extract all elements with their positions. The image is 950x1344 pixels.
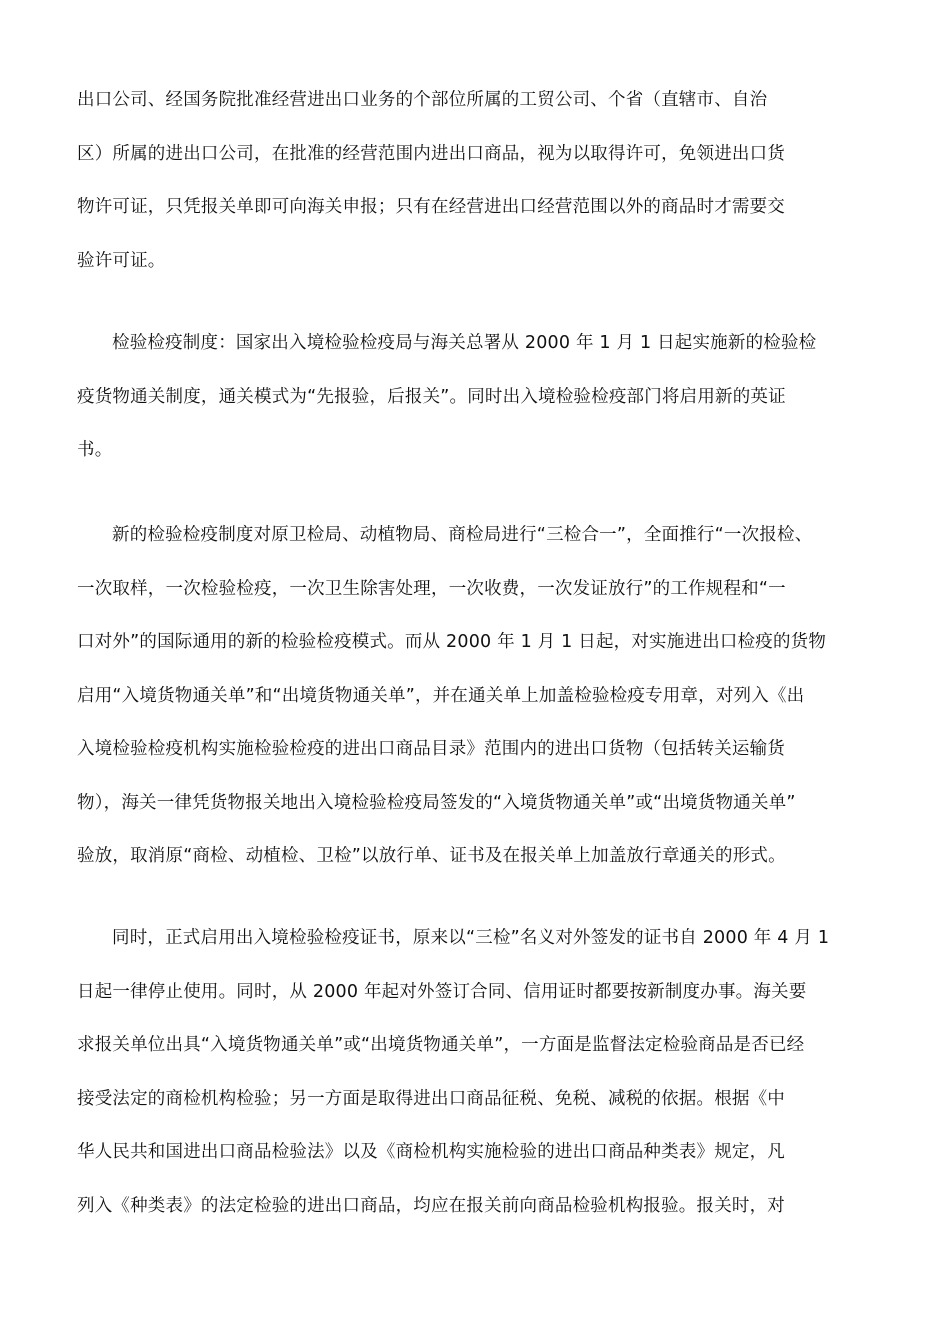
text-line: 华人民共和国进出口商品检验法》以及《商检机构实施检验的进出口商品种类表》规定，凡 [77, 1142, 785, 1162]
text-line: 检验检疫制度：国家出入境检验检疫局与海关总署从 2000 年 1 月 1 日起实施新的检验检 [112, 333, 817, 353]
text-line: 求报关单位出具“入境货物通关单”或“出境货物通关单”，一方面是监督法定检验商品是否已经 [77, 1035, 805, 1055]
text-line: 物许可证，只凭报关单即可向海关申报；只有在经营进出口经营范围以外的商品时才需要交 [77, 197, 785, 217]
paragraph-three-inspections-merger [77, 509, 867, 884]
text-line: 同时，正式启用出入境检验检疫证书，原来以“三检”名义对外签发的证书自 2000 年 4 月 1 [112, 928, 830, 948]
text-line: 书。 [77, 440, 113, 460]
text-line: 口对外”的国际通用的新的检验检疫模式。而从 2000 年 1 月 1 日起，对实施进出口检疫的货物 [77, 632, 827, 652]
text-line: 接受法定的商检机构检验；另一方面是取得进出口商品征税、免税、减税的依据。根据《中 [77, 1088, 785, 1109]
text-line: 出口公司、经国务院批准经营进出口业务的个部位所属的工贸公司、个省（直辖市、自治 [77, 90, 768, 110]
paragraph-inspection-quarantine-system [77, 317, 867, 478]
paragraph-certificates [77, 912, 867, 1233]
text-line: 验放，取消原“商检、动植检、卫检”以放行单、证书及在报关单上加盖放行章通关的形式。 [77, 846, 786, 866]
text-line: 验许可证。 [77, 250, 166, 271]
text-line: 新的检验检疫制度对原卫检局、动植物局、商检局进行“三检合一”，全面推行“一次报检、 [112, 525, 813, 545]
text-line: 启用“入境货物通关单”和“出境货物通关单”，并在通关单上加盖检验检疫专用章，对列入《出 [77, 685, 805, 706]
text-line: 一次取样，一次检验检疫，一次卫生除害处理，一次收费，一次发证放行”的工作规程和“一 [77, 578, 786, 599]
text-line: 列入《种类表》的法定检验的进出口商品，均应在报关前向商品检验机构报验。报关时，对 [77, 1195, 785, 1216]
text-line: 物），海关一律凭货物报关地出入境检验检疫局签发的“入境货物通关单”或“出境货物通关单” [77, 792, 796, 813]
text-line: 区）所属的进出口公司，在批准的经营范围内进出口商品，视为以取得许可，免领进出口货 [77, 143, 785, 164]
text-line: 日起一律停止使用。同时，从 2000 年起对外签订合同、信用证时都要按新制度办事。海关要 [77, 981, 807, 1002]
text-line: 疫货物通关制度，通关模式为“先报验，后报关”。同时出入境检验检疫部门将启用新的英证 [77, 386, 786, 407]
text-line: 入境检验检疫机构实施检验检疫的进出口商品目录》范围内的进出口货物（包括转关运输货 [77, 739, 785, 759]
paragraph-license-exemption [77, 74, 867, 288]
